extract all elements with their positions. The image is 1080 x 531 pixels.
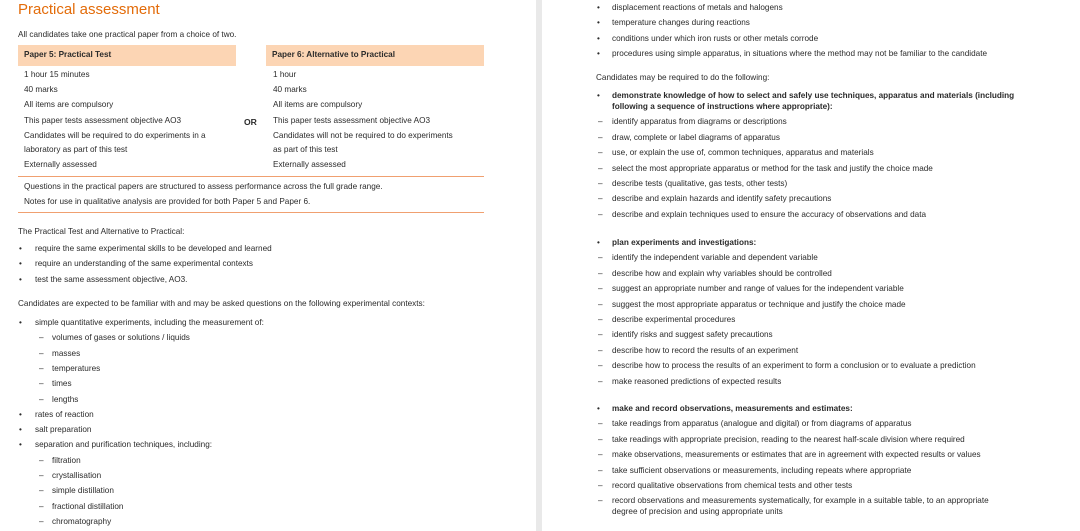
bullet-icon: • bbox=[19, 259, 22, 269]
dash-icon: – bbox=[598, 465, 603, 475]
context-item: rates of reaction bbox=[35, 409, 94, 419]
section-item: describe how and explain why variables should be controlled bbox=[612, 268, 832, 278]
context-item: simple quantitative experiments, including the measurement of: bbox=[35, 318, 264, 327]
bullet-icon: • bbox=[597, 404, 600, 413]
section-item: identify apparatus from diagrams or descriptions bbox=[612, 117, 787, 127]
required-intro: Candidates may be required to do the following: bbox=[596, 73, 770, 82]
right-page bbox=[542, 0, 1080, 531]
contexts-intro: Candidates are expected to be familiar with and may be asked questions on the following experimental contexts: bbox=[18, 299, 425, 308]
paper6-detail-line: as part of this test bbox=[273, 145, 338, 154]
section-item: describe and explain techniques used to ensure the accuracy of observations and data bbox=[612, 209, 927, 219]
context-subitem: crystallisation bbox=[52, 471, 102, 480]
section-heading: make and record observations, measurements and estimates: bbox=[612, 404, 853, 413]
section-item: identify the independent variable and dependent variable bbox=[612, 253, 818, 263]
bullet-icon: • bbox=[597, 3, 600, 12]
bullet-icon: • bbox=[19, 244, 22, 253]
dash-icon: – bbox=[39, 455, 44, 465]
dash-icon: – bbox=[39, 333, 44, 343]
paper6-detail-line: 1 hour bbox=[273, 70, 297, 79]
section-item: suggest an appropriate number and range of values for the independent variable bbox=[612, 284, 904, 294]
section-item: describe experimental procedures bbox=[612, 315, 736, 324]
context-item: salt preparation bbox=[35, 425, 92, 435]
dash-icon: – bbox=[598, 496, 603, 506]
paper5-detail-line: Candidates will be required to do experiments in a bbox=[24, 131, 206, 140]
section-item: record qualitative observations from chemical tests and other tests bbox=[612, 481, 853, 490]
paper5-header-label: Paper 5: Practical Test bbox=[24, 50, 112, 59]
table-rule-top bbox=[18, 176, 484, 177]
paper5-header bbox=[18, 45, 236, 66]
section-heading: plan experiments and investigations: bbox=[612, 238, 757, 247]
dash-icon: – bbox=[598, 284, 603, 294]
practical-bullet-text: require the same experimental skills to be developed and learned bbox=[35, 244, 272, 253]
paper5-detail-line: Externally assessed bbox=[24, 160, 97, 169]
bullet-icon: • bbox=[19, 318, 22, 327]
bullet-icon: • bbox=[19, 425, 22, 435]
dash-icon: – bbox=[598, 299, 603, 309]
bullet-icon: • bbox=[597, 18, 600, 28]
dash-icon: – bbox=[39, 501, 44, 511]
dash-icon: – bbox=[598, 419, 603, 429]
section-item: make observations, measurements or estimates that are in agreement with expected results or values bbox=[612, 450, 981, 460]
context-item: temperature changes during reactions bbox=[612, 18, 750, 28]
section-item: use, or explain the use of, common techniques, apparatus and materials bbox=[612, 148, 874, 158]
context-subitem: volumes of gases or solutions / liquids bbox=[52, 333, 190, 343]
paper5-detail-line: 40 marks bbox=[24, 85, 58, 94]
dash-icon: – bbox=[598, 253, 603, 263]
paper5-detail-line: laboratory as part of this test bbox=[24, 145, 128, 154]
dash-icon: – bbox=[598, 132, 603, 142]
or-label: OR bbox=[244, 117, 257, 127]
context-subitem: simple distillation bbox=[52, 486, 114, 496]
paper5-detail-line: 1 hour 15 minutes bbox=[24, 70, 90, 79]
paper6-detail-line: All items are compulsory bbox=[273, 100, 363, 109]
dash-icon: – bbox=[39, 471, 44, 480]
dash-icon: – bbox=[39, 394, 44, 404]
section-item: select the most appropriate apparatus or method for the task and justify the choice made bbox=[612, 163, 933, 173]
dash-icon: – bbox=[39, 348, 44, 358]
section-item: describe how to record the results of an experiment bbox=[612, 345, 799, 355]
paper6-detail-line: 40 marks bbox=[273, 85, 307, 94]
context-item: procedures using simple apparatus, in situations where the method may not be familiar to the candidate bbox=[612, 48, 988, 58]
bullet-icon: • bbox=[597, 91, 600, 100]
paper6-header-label: Paper 6: Alternative to Practical bbox=[272, 50, 396, 59]
context-item: conditions under which iron rusts or other metals corrode bbox=[612, 33, 819, 43]
bullet-icon: • bbox=[597, 238, 600, 247]
dash-icon: – bbox=[598, 163, 603, 173]
section-item: record observations and measurements systematically, for example in a suitable table, to an appropriate bbox=[612, 496, 989, 506]
dash-icon: – bbox=[39, 486, 44, 496]
dash-icon: – bbox=[39, 379, 44, 389]
practical-bullet-text: require an understanding of the same experimental contexts bbox=[35, 259, 254, 269]
section-heading: demonstrate knowledge of how to select and safely use techniques, apparatus and materials (including bbox=[612, 91, 1015, 100]
paper6-detail-line: Candidates will not be required to do experiments bbox=[273, 131, 453, 140]
bullet-icon: • bbox=[19, 440, 22, 450]
context-subitem: lengths bbox=[52, 394, 79, 404]
context-subitem: filtration bbox=[52, 455, 81, 465]
page-title: Practical assessment bbox=[18, 1, 160, 18]
context-subitem: temperatures bbox=[52, 363, 101, 373]
dash-icon: – bbox=[598, 179, 603, 188]
bullet-icon: • bbox=[597, 33, 600, 43]
bullet-icon: • bbox=[597, 48, 600, 58]
bullet-icon: • bbox=[19, 274, 22, 284]
left-page bbox=[0, 0, 536, 531]
bullet-icon: • bbox=[19, 409, 22, 419]
dash-icon: – bbox=[598, 376, 603, 386]
dash-icon: – bbox=[598, 330, 603, 340]
practical-intro: The Practical Test and Alternative to Practical: bbox=[18, 227, 185, 236]
section-item: make reasoned predictions of expected results bbox=[612, 376, 782, 386]
note-line: Questions in the practical papers are structured to assess performance across the full grade range. bbox=[24, 182, 383, 191]
dash-icon: – bbox=[598, 209, 603, 219]
paper6-header bbox=[266, 45, 484, 66]
paper5-detail-line: All items are compulsory bbox=[24, 100, 114, 109]
context-item: displacement reactions of metals and halogens bbox=[612, 3, 783, 12]
dash-icon: – bbox=[39, 363, 44, 373]
dash-icon: – bbox=[598, 361, 603, 371]
paper5-detail-line: This paper tests assessment objective AO3 bbox=[24, 116, 182, 125]
dash-icon: – bbox=[598, 268, 603, 278]
section-item: identify risks and suggest safety precautions bbox=[612, 330, 773, 340]
context-item: separation and purification techniques, including: bbox=[35, 440, 213, 450]
section-item: describe how to process the results of an experiment to form a conclusion or to evaluate a prediction bbox=[612, 361, 976, 371]
section-item: take readings with appropriate precision, reading to the nearest half-scale division where required bbox=[612, 434, 965, 444]
section-item: take sufficient observations or measurements, including repeats where appropriate bbox=[612, 465, 912, 475]
dash-icon: – bbox=[39, 516, 44, 526]
dash-icon: – bbox=[598, 148, 603, 158]
context-subitem: chromatography bbox=[52, 516, 112, 526]
dash-icon: – bbox=[598, 434, 603, 444]
dash-icon: – bbox=[598, 315, 603, 324]
dash-icon: – bbox=[598, 481, 603, 490]
section-heading: following a sequence of instructions where appropriate): bbox=[612, 102, 833, 111]
section-item: describe tests (qualitative, gas tests, other tests) bbox=[612, 179, 788, 188]
paper6-detail-line: This paper tests assessment objective AO3 bbox=[273, 116, 431, 125]
section-item: degree of precision and using appropriate units bbox=[612, 507, 783, 517]
section-item: describe and explain hazards and identify safety precautions bbox=[612, 194, 832, 204]
practical-bullet-text: test the same assessment objective, AO3. bbox=[35, 274, 188, 284]
section-item: suggest the most appropriate apparatus or technique and justify the choice made bbox=[612, 299, 906, 309]
context-subitem: fractional distillation bbox=[52, 501, 124, 511]
section-item: take readings from apparatus (analogue and digital) or from diagrams of apparatus bbox=[612, 419, 912, 429]
paper6-detail-line: Externally assessed bbox=[273, 160, 346, 169]
dash-icon: – bbox=[598, 450, 603, 460]
dash-icon: – bbox=[598, 345, 603, 355]
dash-icon: – bbox=[598, 194, 603, 204]
dash-icon: – bbox=[598, 117, 603, 127]
table-rule-bottom bbox=[18, 212, 484, 213]
context-subitem: masses bbox=[52, 348, 81, 358]
note-line: Notes for use in qualitative analysis are provided for both Paper 5 and Paper 6. bbox=[24, 197, 311, 206]
section-item: draw, complete or label diagrams of apparatus bbox=[612, 132, 780, 142]
context-subitem: times bbox=[52, 379, 72, 389]
intro-text: All candidates take one practical paper from a choice of two. bbox=[18, 30, 237, 39]
